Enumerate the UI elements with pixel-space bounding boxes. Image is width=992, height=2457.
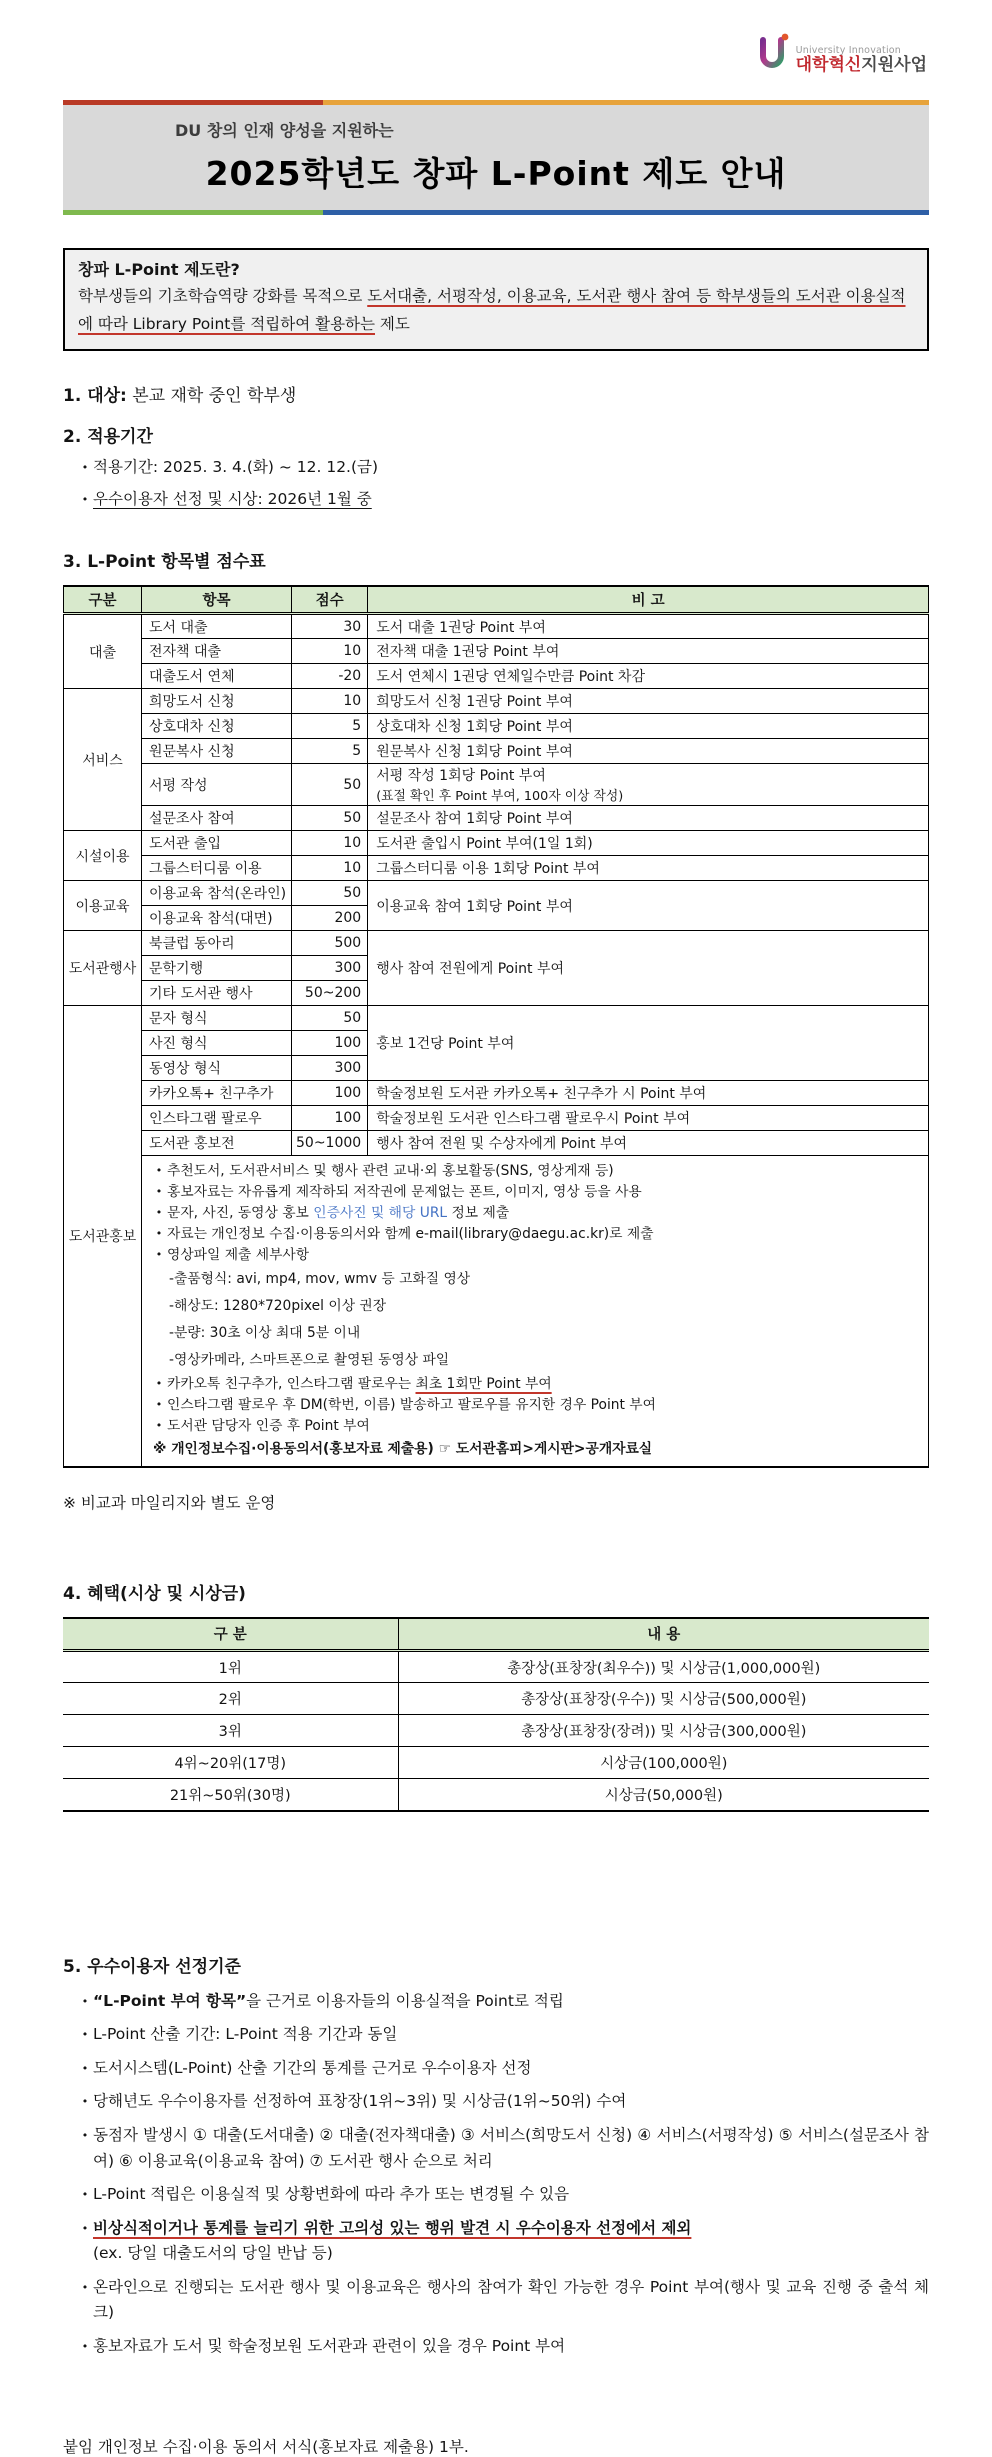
score-cell: 50 bbox=[292, 764, 368, 806]
benefit-table bbox=[63, 1617, 929, 1812]
rank-cell: 4위~20위(17명) bbox=[63, 1747, 398, 1779]
score-cell: 100 bbox=[292, 1106, 368, 1131]
table-row bbox=[64, 1006, 929, 1031]
item-cell: 동영상 형식 bbox=[142, 1056, 292, 1081]
bullet-icon: • bbox=[81, 2061, 89, 2075]
score-cell: 50 bbox=[292, 1006, 368, 1031]
email-text: 자료는 개인정보 수집·이용동의서와 함께 e-mail(library@daegu.ac.kr)로 제출 bbox=[167, 1226, 654, 1243]
note-cell: 학술정보원 도서관 카카오톡+ 친구추가 시 Point 부여 bbox=[368, 1081, 929, 1106]
group-cell: 도서관행사 bbox=[64, 931, 142, 1006]
table-row bbox=[64, 614, 929, 639]
rank-cell: 3위 bbox=[63, 1715, 398, 1747]
table-row bbox=[64, 714, 929, 739]
banner-subtitle: DU 창의 인재 양성을 지원하는 bbox=[175, 121, 394, 140]
first-time-only-text: 최초 1회만 Point 부여 bbox=[415, 1375, 552, 1392]
list-item: • 온라인으로 진행되는 도서관 행사 및 이용교육은 행사의 참여가 확인 가능한 경우 Point 부여(행사 및 교육 진행 중 출석 체크) bbox=[77, 2275, 929, 2326]
list-item: • 동점자 발생시 ① 대출(도서대출) ② 대출(전자책대출) ③ 서비스(희망도서 신청) ④ 서비스(서평작성) ⑤ 서비스(설문조사 참여) ⑥ 이용교육(이용교육 참여) ⑦ 도서관 행사 순으로 처리 bbox=[77, 2123, 929, 2174]
content-cell: 총장상(표창장(우수)) 및 시상금(500,000원) bbox=[398, 1683, 929, 1715]
score-cell: 10 bbox=[292, 639, 368, 664]
score-cell: 100 bbox=[292, 1081, 368, 1106]
intro-box bbox=[63, 248, 929, 351]
bullet-icon: • bbox=[81, 2095, 89, 2109]
bullet-icon: • bbox=[155, 1418, 163, 1432]
lpoint-score-table bbox=[63, 585, 929, 1468]
note-cell: 행사 참여 전원 및 수상자에게 Point 부여 bbox=[368, 1131, 929, 1156]
item-cell: 원문복사 신청 bbox=[142, 739, 292, 764]
section-5-heading: 5. 우수이용자 선정기준 bbox=[63, 1956, 241, 1977]
extra-curricular-note: ※ 비교과 마일리지와 별도 운영 bbox=[63, 1493, 276, 1512]
note-cell-merged: 홍보 1건당 Point 부여 bbox=[368, 1006, 929, 1081]
intro-body: 학부생들의 기초학습역량 강화를 목적으로 도서대출, 서평작성, 이용교육, 도서관 행사 참여 등 학부생들의 도서관 이용실적에 따라 Library Point를 적립하여 활용하는 제도 bbox=[78, 287, 906, 333]
item-cell: 기타 도서관 행사 bbox=[142, 981, 292, 1006]
list-item: • 홍보자료가 도서 및 학술정보원 도서관과 관련이 있을 경우 Point 부여 bbox=[77, 2334, 929, 2360]
exclusion-warning-text: 비상식적이거나 통계를 늘리기 위한 고의성 있는 행위 발견 시 우수이용자 선정에서 제외 bbox=[93, 2218, 692, 2237]
item-cell: 전자책 대출 bbox=[142, 639, 292, 664]
table-row bbox=[64, 856, 929, 881]
bullet-icon: • bbox=[81, 1994, 89, 2008]
rank-cell: 2위 bbox=[63, 1683, 398, 1715]
section-1-heading: 1. 대상: 본교 재학 중인 학부생 bbox=[63, 385, 297, 406]
attachment-note: 붙임 개인정보 수집·이용 동의서 서식(홍보자료 제출용) 1부. bbox=[63, 2438, 469, 2457]
item-cell: 사진 형식 bbox=[142, 1031, 292, 1056]
table-row bbox=[63, 1747, 929, 1779]
group-cell: 시설이용 bbox=[64, 831, 142, 881]
header-cell-group: 구분 bbox=[64, 586, 142, 614]
consent-form-note: ※ 개인정보수집·이용동의서(홍보자료 제출용) ☞ 도서관홈피>게시판>공개자료실 bbox=[153, 1440, 653, 1457]
list-item: • 우수이용자 선정 및 시상: 2026년 1월 중 bbox=[77, 487, 929, 513]
note-cell: 서평 작성 1회당 Point 부여 (표절 확인 후 Point 부여, 100자 이상 작성) bbox=[368, 764, 929, 806]
table-row bbox=[64, 1131, 929, 1156]
list-item: • “L-Point 부여 항목”을 근거로 이용자들의 이용실적을 Point로 적립 bbox=[77, 1989, 929, 2015]
table-row bbox=[64, 689, 929, 714]
item-cell: 도서관 출입 bbox=[142, 831, 292, 856]
score-cell: 500 bbox=[292, 931, 368, 956]
score-cell: 10 bbox=[292, 856, 368, 881]
note-cell: 그룹스터디룸 이용 1회당 Point 부여 bbox=[368, 856, 929, 881]
header-cell-content: 내 용 bbox=[398, 1618, 929, 1651]
group-cell: 서비스 bbox=[64, 689, 142, 831]
group-cell: 대출 bbox=[64, 614, 142, 689]
table-row bbox=[64, 931, 929, 956]
list-item: • L-Point 산출 기간: L-Point 적용 기간과 동일 bbox=[77, 2022, 929, 2048]
item-cell: 도서관 홍보전 bbox=[142, 1131, 292, 1156]
table-row bbox=[64, 881, 929, 906]
item-cell: 대출도서 연체 bbox=[142, 664, 292, 689]
logo-small-text: University Innovation bbox=[795, 45, 902, 57]
table-header-row bbox=[64, 586, 929, 614]
header-cell-item: 항목 bbox=[142, 586, 292, 614]
score-cell: 30 bbox=[292, 614, 368, 639]
list-item: • 비상식적이거나 통계를 늘리기 위한 고의성 있는 행위 발견 시 우수이용자 선정에서 제외 (ex. 당일 대출도서의 당일 반납 등) bbox=[77, 2216, 929, 2267]
header-cell-score: 점수 bbox=[292, 586, 368, 614]
bullet-icon: • bbox=[155, 1248, 163, 1262]
table-row bbox=[64, 806, 929, 831]
bullet-icon: • bbox=[81, 493, 89, 507]
score-cell: 10 bbox=[292, 831, 368, 856]
note-cell: 상호대차 신청 1회당 Point 부여 bbox=[368, 714, 929, 739]
item-cell: 카카오톡+ 친구추가 bbox=[142, 1081, 292, 1106]
item-cell: 북클럽 동아리 bbox=[142, 931, 292, 956]
bullet-icon: • bbox=[155, 1206, 163, 1220]
table-row bbox=[64, 764, 929, 806]
section-2-list bbox=[63, 455, 929, 513]
table-row bbox=[63, 1779, 929, 1811]
score-cell: -20 bbox=[292, 664, 368, 689]
list-item: • 도서시스템(L-Point) 산출 기간의 통계를 근거로 우수이용자 선정 bbox=[77, 2056, 929, 2082]
university-innovation-logo bbox=[757, 32, 927, 76]
list-item: • 당해년도 우수이용자를 선정하여 표창장(1위~3위) 및 시상금(1위~50위) 수여 bbox=[77, 2089, 929, 2115]
header-cell-rank: 구 분 bbox=[63, 1618, 398, 1651]
intro-title: 창파 L-Point 제도란? bbox=[78, 260, 240, 279]
score-cell: 10 bbox=[292, 689, 368, 714]
score-cell: 5 bbox=[292, 739, 368, 764]
item-cell: 설문조사 참여 bbox=[142, 806, 292, 831]
content-cell: 시상금(50,000원) bbox=[398, 1779, 929, 1811]
bullet-icon: • bbox=[81, 2128, 89, 2142]
note-cell: 도서 대출 1권당 Point 부여 bbox=[368, 614, 929, 639]
content-cell: 총장상(표창장(최우수)) 및 시상금(1,000,000원) bbox=[398, 1651, 929, 1683]
banner-body bbox=[63, 105, 929, 210]
table-row bbox=[63, 1651, 929, 1683]
bullet-icon: • bbox=[81, 2188, 89, 2202]
table-row bbox=[64, 739, 929, 764]
list-item: • L-Point 적립은 이용실적 및 상황변화에 따라 추가 또는 변경될 수 있음 bbox=[77, 2182, 929, 2208]
item-cell: 문학기행 bbox=[142, 956, 292, 981]
score-cell: 300 bbox=[292, 956, 368, 981]
note-cell: 희망도서 신청 1권당 Point 부여 bbox=[368, 689, 929, 714]
note-cell: 도서관 출입시 Point 부여(1일 1회) bbox=[368, 831, 929, 856]
item-cell: 상호대차 신청 bbox=[142, 714, 292, 739]
page-title: 2025학년도 창파 L-Point 제도 안내 bbox=[205, 154, 787, 193]
item-cell: 인스타그램 팔로우 bbox=[142, 1106, 292, 1131]
bullet-icon: • bbox=[155, 1397, 163, 1411]
url-highlight-text: 인증사진 및 해당 URL bbox=[313, 1205, 448, 1222]
banner-bottom-rule bbox=[63, 210, 929, 215]
note-cell-merged: 행사 참여 전원에게 Point 부여 bbox=[368, 931, 929, 1006]
table-row bbox=[64, 1081, 929, 1106]
item-cell: 문자 형식 bbox=[142, 1006, 292, 1031]
section-2-heading: 2. 적용기간 bbox=[63, 426, 153, 447]
group-cell: 이용교육 bbox=[64, 881, 142, 931]
bullet-icon: • bbox=[81, 2280, 89, 2294]
item-cell: 희망도서 신청 bbox=[142, 689, 292, 714]
score-cell: 50 bbox=[292, 881, 368, 906]
content-cell: 시상금(100,000원) bbox=[398, 1747, 929, 1779]
list-item: • 적용기간: 2025. 3. 4.(화) ~ 12. 12.(금) bbox=[77, 455, 929, 481]
bullet-icon: • bbox=[81, 2028, 89, 2042]
logo-text bbox=[796, 45, 927, 76]
score-cell: 50~1000 bbox=[292, 1131, 368, 1156]
item-cell: 그룹스터디룸 이용 bbox=[142, 856, 292, 881]
bullet-icon: • bbox=[81, 460, 89, 474]
table-row bbox=[63, 1683, 929, 1715]
note-cell: 설문조사 참여 1회당 Point 부여 bbox=[368, 806, 929, 831]
bullet-icon: • bbox=[155, 1227, 163, 1241]
score-cell: 300 bbox=[292, 1056, 368, 1081]
score-cell: 200 bbox=[292, 906, 368, 931]
score-cell: 50 bbox=[292, 806, 368, 831]
item-cell: 서평 작성 bbox=[142, 764, 292, 806]
section-5-list bbox=[63, 1989, 929, 2360]
note-cell: 도서 연체시 1권당 연체일수만큼 Point 차감 bbox=[368, 664, 929, 689]
bullet-icon: • bbox=[81, 2339, 89, 2353]
score-cell: 100 bbox=[292, 1031, 368, 1056]
title-banner bbox=[63, 100, 929, 215]
table-row bbox=[64, 1106, 929, 1131]
section-3-heading: 3. L-Point 항목별 점수표 bbox=[63, 551, 266, 572]
promo-notes-cell: • 추천도서, 도서관서비스 및 행사 관련 교내·외 홍보활동(SNS, 영상게재 등) • 홍보자료는 자유롭게 제작하되 저작권에 문제없는 폰트, 이미지, 영상 등을 사용 • 문자, 사진, 동영상 홍보 인증사진 및 해당 URL 정보 제출 • 자료는 개인정보 수집·이용동의서와 함께 e-mail(library@daegu.ac.kr)로 제출 • 영상파일 제출 세부사항 -출품형식: avi, mp4, mov, wmv 등 고화질 영상 -해상도: 1280*720pixel 이상 권장 -분량: 30초 이상 최대 5분 이내 -영상카메라, 스마트폰으로 촬영된 동영상 파일 • 카카오톡 친구추가, 인스타그램 팔로우는 최초 1회만 Point 부여 • 인스타그램 팔로우 후 DM(학번, 이름) 발송하고 팔로우를 유지한 경우 Point 부여 • 도서관 담당자 인증 후 Point 부여 ※ 개인정보수집·이용동의서(홍보자료 제출용) ☞ 도서관홈피>게시판>공개자료실 bbox=[142, 1156, 929, 1467]
table-row bbox=[63, 1715, 929, 1747]
rank-cell: 21위~50위(30명) bbox=[63, 1779, 398, 1811]
table-row bbox=[64, 664, 929, 689]
bullet-icon: • bbox=[81, 2221, 89, 2235]
group-cell: 도서관홍보 bbox=[64, 1006, 142, 1467]
note-cell: 학술정보원 도서관 인스타그램 팔로우시 Point 부여 bbox=[368, 1106, 929, 1131]
bullet-icon: • bbox=[155, 1376, 163, 1390]
table-row bbox=[64, 639, 929, 664]
item-cell: 이용교육 참석(온라인) bbox=[142, 881, 292, 906]
note-cell-merged: 이용교육 참여 1회당 Point 부여 bbox=[368, 881, 929, 931]
score-cell: 5 bbox=[292, 714, 368, 739]
table-header-row bbox=[63, 1618, 929, 1651]
banner-top-rule bbox=[63, 100, 929, 105]
item-cell: 도서 대출 bbox=[142, 614, 292, 639]
section-4-heading: 4. 혜택(시상 및 시상금) bbox=[63, 1583, 246, 1604]
score-cell: 50~200 bbox=[292, 981, 368, 1006]
content-cell: 총장상(표창장(장려)) 및 시상금(300,000원) bbox=[398, 1715, 929, 1747]
note-cell: 전자책 대출 1권당 Point 부여 bbox=[368, 639, 929, 664]
item-cell: 이용교육 참석(대면) bbox=[142, 906, 292, 931]
page-header bbox=[0, 0, 992, 100]
table-row bbox=[64, 831, 929, 856]
bullet-icon: • bbox=[155, 1164, 163, 1178]
note-cell: 원문복사 신청 1회당 Point 부여 bbox=[368, 739, 929, 764]
logo-u-icon bbox=[757, 32, 791, 76]
table-row bbox=[64, 1156, 929, 1467]
logo-brand-text: 대학혁신지원사업 bbox=[795, 55, 927, 76]
header-cell-note: 비 고 bbox=[368, 586, 929, 614]
intro-underlined-text: 도서대출, 서평작성, 이용교육, 도서관 행사 참여 등 학부생들의 도서관 이용실적에 따라 Library Point를 적립하여 활용하는 bbox=[78, 287, 906, 333]
rank-cell: 1위 bbox=[63, 1651, 398, 1683]
bullet-icon: • bbox=[155, 1185, 163, 1199]
